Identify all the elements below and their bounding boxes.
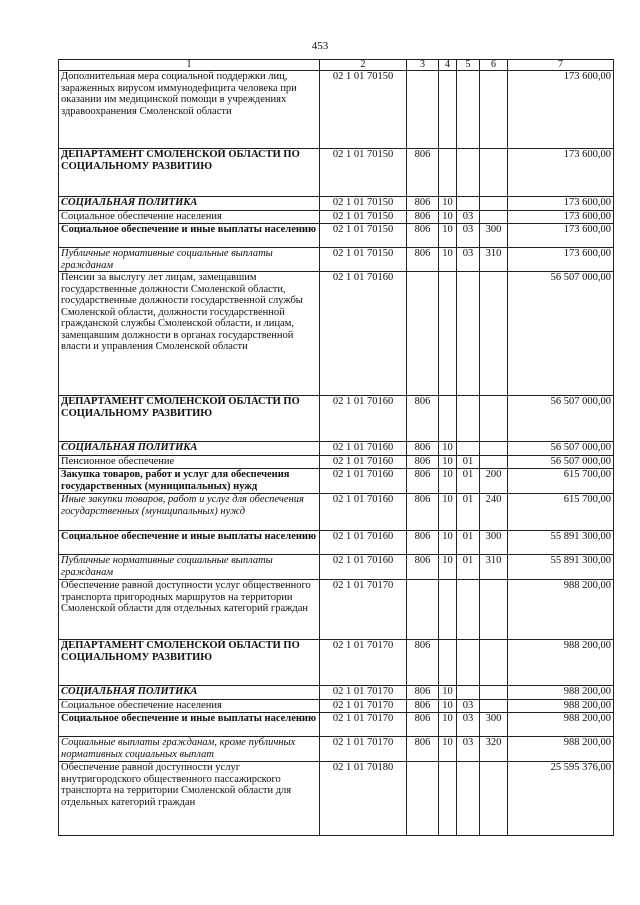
cell-target-code: 02 1 01 70150 bbox=[320, 197, 407, 211]
cell-target-code: 02 1 01 70160 bbox=[320, 272, 407, 396]
cell-grbs: 806 bbox=[407, 469, 439, 494]
cell-target-code: 02 1 01 70170 bbox=[320, 640, 407, 686]
table-row bbox=[59, 211, 614, 224]
cell-target-code: 02 1 01 70170 bbox=[320, 686, 407, 700]
cell-vr bbox=[480, 640, 508, 686]
cell-target-code: 02 1 01 70180 bbox=[320, 762, 407, 836]
cell-grbs: 806 bbox=[407, 248, 439, 272]
cell-rz: 10 bbox=[439, 211, 457, 224]
cell-name: Обеспечение равной доступности услуг общественного транспорта пригородных маршрутов на территории Смоленской области для отдельных категорий граждан bbox=[59, 580, 320, 640]
table-row bbox=[59, 700, 614, 713]
cell-name: Публичные нормативные социальные выплаты гражданам bbox=[59, 248, 320, 272]
cell-name: Социальное обеспечение населения bbox=[59, 700, 320, 713]
cell-vr bbox=[480, 580, 508, 640]
table-row bbox=[59, 531, 614, 555]
cell-target-code: 02 1 01 70160 bbox=[320, 531, 407, 555]
cell-target-code: 02 1 01 70150 bbox=[320, 149, 407, 197]
cell-rz bbox=[439, 762, 457, 836]
cell-target-code: 02 1 01 70170 bbox=[320, 700, 407, 713]
cell-grbs: 806 bbox=[407, 149, 439, 197]
cell-rz bbox=[439, 640, 457, 686]
budget-table bbox=[58, 59, 614, 836]
header-cell-amount: 7 bbox=[508, 60, 614, 71]
cell-grbs: 806 bbox=[407, 197, 439, 211]
table-row bbox=[59, 713, 614, 737]
cell-vr: 310 bbox=[480, 555, 508, 580]
cell-target-code: 02 1 01 70160 bbox=[320, 396, 407, 442]
table-row bbox=[59, 640, 614, 686]
cell-name: Публичные нормативные социальные выплаты гражданам bbox=[59, 555, 320, 580]
cell-pr bbox=[457, 197, 480, 211]
cell-pr: 01 bbox=[457, 494, 480, 531]
cell-amount: 988 200,00 bbox=[508, 686, 614, 700]
cell-target-code: 02 1 01 70160 bbox=[320, 494, 407, 531]
cell-grbs: 806 bbox=[407, 737, 439, 762]
cell-grbs: 806 bbox=[407, 396, 439, 442]
cell-vr: 300 bbox=[480, 713, 508, 737]
cell-grbs: 806 bbox=[407, 713, 439, 737]
cell-amount: 25 595 376,00 bbox=[508, 762, 614, 836]
cell-amount: 173 600,00 bbox=[508, 149, 614, 197]
cell-pr: 03 bbox=[457, 700, 480, 713]
cell-target-code: 02 1 01 70150 bbox=[320, 248, 407, 272]
cell-target-code: 02 1 01 70150 bbox=[320, 224, 407, 248]
table-row bbox=[59, 224, 614, 248]
header-cell-rz: 4 bbox=[439, 60, 457, 71]
cell-target-code: 02 1 01 70150 bbox=[320, 71, 407, 149]
cell-target-code: 02 1 01 70170 bbox=[320, 580, 407, 640]
table-row bbox=[59, 686, 614, 700]
cell-amount: 988 200,00 bbox=[508, 713, 614, 737]
cell-vr bbox=[480, 396, 508, 442]
table-row bbox=[59, 71, 614, 149]
cell-amount: 56 507 000,00 bbox=[508, 272, 614, 396]
header-cell-name: 1 bbox=[59, 60, 320, 71]
cell-name: Социальное обеспечение и иные выплаты населению bbox=[59, 531, 320, 555]
header-cell-grbs: 3 bbox=[407, 60, 439, 71]
cell-grbs bbox=[407, 272, 439, 396]
cell-name: СОЦИАЛЬНАЯ ПОЛИТИКА bbox=[59, 686, 320, 700]
header-row bbox=[59, 60, 614, 71]
cell-amount: 173 600,00 bbox=[508, 211, 614, 224]
cell-rz: 10 bbox=[439, 686, 457, 700]
table-row bbox=[59, 494, 614, 531]
table-row bbox=[59, 762, 614, 836]
cell-name: Социальные выплаты гражданам, кроме публичных нормативных социальных выплат bbox=[59, 737, 320, 762]
cell-amount: 615 700,00 bbox=[508, 494, 614, 531]
cell-pr: 03 bbox=[457, 248, 480, 272]
cell-amount: 615 700,00 bbox=[508, 469, 614, 494]
cell-rz bbox=[439, 149, 457, 197]
cell-vr: 240 bbox=[480, 494, 508, 531]
cell-rz: 10 bbox=[439, 700, 457, 713]
cell-name: Закупка товаров, работ и услуг для обеспечения государственных (муниципальных) нужд bbox=[59, 469, 320, 494]
cell-grbs: 806 bbox=[407, 224, 439, 248]
cell-name: СОЦИАЛЬНАЯ ПОЛИТИКА bbox=[59, 197, 320, 211]
cell-pr bbox=[457, 149, 480, 197]
cell-grbs bbox=[407, 580, 439, 640]
cell-grbs: 806 bbox=[407, 686, 439, 700]
cell-pr bbox=[457, 686, 480, 700]
cell-vr: 200 bbox=[480, 469, 508, 494]
cell-name: Иные закупки товаров, работ и услуг для обеспечения государственных (муниципальных) нужд bbox=[59, 494, 320, 531]
cell-amount: 988 200,00 bbox=[508, 640, 614, 686]
cell-pr bbox=[457, 442, 480, 456]
cell-pr: 01 bbox=[457, 531, 480, 555]
table-row bbox=[59, 272, 614, 396]
cell-rz: 10 bbox=[439, 442, 457, 456]
cell-grbs: 806 bbox=[407, 494, 439, 531]
cell-grbs: 806 bbox=[407, 531, 439, 555]
cell-amount: 173 600,00 bbox=[508, 71, 614, 149]
cell-pr: 01 bbox=[457, 456, 480, 469]
cell-rz: 10 bbox=[439, 531, 457, 555]
cell-rz: 10 bbox=[439, 494, 457, 531]
table-row bbox=[59, 149, 614, 197]
table-row bbox=[59, 442, 614, 456]
cell-vr bbox=[480, 762, 508, 836]
cell-pr bbox=[457, 762, 480, 836]
cell-grbs: 806 bbox=[407, 211, 439, 224]
cell-rz: 10 bbox=[439, 555, 457, 580]
cell-amount: 56 507 000,00 bbox=[508, 442, 614, 456]
cell-target-code: 02 1 01 70170 bbox=[320, 737, 407, 762]
cell-pr bbox=[457, 580, 480, 640]
cell-grbs: 806 bbox=[407, 700, 439, 713]
cell-rz: 10 bbox=[439, 197, 457, 211]
cell-pr: 03 bbox=[457, 224, 480, 248]
cell-rz: 10 bbox=[439, 469, 457, 494]
cell-target-code: 02 1 01 70170 bbox=[320, 713, 407, 737]
cell-target-code: 02 1 01 70160 bbox=[320, 555, 407, 580]
cell-pr bbox=[457, 396, 480, 442]
header-cell-pr: 5 bbox=[457, 60, 480, 71]
cell-pr bbox=[457, 272, 480, 396]
header-cell-code: 2 bbox=[320, 60, 407, 71]
cell-name: Социальное обеспечение и иные выплаты населению bbox=[59, 224, 320, 248]
table-row bbox=[59, 469, 614, 494]
cell-vr bbox=[480, 272, 508, 396]
cell-target-code: 02 1 01 70150 bbox=[320, 211, 407, 224]
cell-amount: 173 600,00 bbox=[508, 197, 614, 211]
cell-vr: 310 bbox=[480, 248, 508, 272]
cell-grbs bbox=[407, 762, 439, 836]
cell-vr bbox=[480, 71, 508, 149]
cell-amount: 56 507 000,00 bbox=[508, 456, 614, 469]
cell-pr: 03 bbox=[457, 211, 480, 224]
cell-pr: 03 bbox=[457, 737, 480, 762]
cell-rz bbox=[439, 272, 457, 396]
cell-vr: 300 bbox=[480, 224, 508, 248]
cell-pr: 03 bbox=[457, 713, 480, 737]
cell-name: Обеспечение равной доступности услуг внутригородского общественного пассажирского транспорта на территории Смоленской области для отдельных категорий граждан bbox=[59, 762, 320, 836]
cell-rz: 10 bbox=[439, 224, 457, 248]
cell-pr bbox=[457, 71, 480, 149]
cell-name: СОЦИАЛЬНАЯ ПОЛИТИКА bbox=[59, 442, 320, 456]
cell-target-code: 02 1 01 70160 bbox=[320, 456, 407, 469]
cell-name: Социальное обеспечение населения bbox=[59, 211, 320, 224]
cell-grbs: 806 bbox=[407, 555, 439, 580]
cell-name: Пенсионное обеспечение bbox=[59, 456, 320, 469]
table-row bbox=[59, 456, 614, 469]
header-cell-vr: 6 bbox=[480, 60, 508, 71]
cell-name: ДЕПАРТАМЕНТ СМОЛЕНСКОЙ ОБЛАСТИ ПО СОЦИАЛЬНОМУ РАЗВИТИЮ bbox=[59, 640, 320, 686]
cell-amount: 56 507 000,00 bbox=[508, 396, 614, 442]
cell-vr bbox=[480, 211, 508, 224]
cell-amount: 173 600,00 bbox=[508, 248, 614, 272]
cell-grbs: 806 bbox=[407, 442, 439, 456]
table-row bbox=[59, 248, 614, 272]
cell-amount: 988 200,00 bbox=[508, 580, 614, 640]
cell-rz: 10 bbox=[439, 737, 457, 762]
cell-name: Дополнительная мера социальной поддержки лиц, зараженных вирусом иммунодефицита человека при оказании им медицинской помощи в учреждениях здравоохранения Смоленской области bbox=[59, 71, 320, 149]
cell-vr: 300 bbox=[480, 531, 508, 555]
table-row bbox=[59, 197, 614, 211]
cell-vr bbox=[480, 686, 508, 700]
cell-vr bbox=[480, 197, 508, 211]
cell-pr: 01 bbox=[457, 555, 480, 580]
cell-rz: 10 bbox=[439, 248, 457, 272]
cell-name: ДЕПАРТАМЕНТ СМОЛЕНСКОЙ ОБЛАСТИ ПО СОЦИАЛЬНОМУ РАЗВИТИЮ bbox=[59, 149, 320, 197]
cell-name: ДЕПАРТАМЕНТ СМОЛЕНСКОЙ ОБЛАСТИ ПО СОЦИАЛЬНОМУ РАЗВИТИЮ bbox=[59, 396, 320, 442]
cell-name: Пенсии за выслугу лет лицам, замещавшим государственные должности Смоленской области, государственные должности государственной службы Смоленской области, должности государственной гражданской службы Смоленской области, и лицам, замещавшим должности в органах государственной власти и управления Смоленской области bbox=[59, 272, 320, 396]
cell-vr bbox=[480, 442, 508, 456]
cell-grbs: 806 bbox=[407, 640, 439, 686]
table-row bbox=[59, 737, 614, 762]
cell-target-code: 02 1 01 70160 bbox=[320, 469, 407, 494]
cell-pr: 01 bbox=[457, 469, 480, 494]
cell-rz bbox=[439, 71, 457, 149]
cell-vr: 320 bbox=[480, 737, 508, 762]
cell-vr bbox=[480, 456, 508, 469]
cell-vr bbox=[480, 149, 508, 197]
cell-rz bbox=[439, 580, 457, 640]
cell-vr bbox=[480, 700, 508, 713]
cell-amount: 988 200,00 bbox=[508, 700, 614, 713]
cell-pr bbox=[457, 640, 480, 686]
table-row bbox=[59, 396, 614, 442]
cell-amount: 173 600,00 bbox=[508, 224, 614, 248]
cell-amount: 55 891 300,00 bbox=[508, 531, 614, 555]
cell-grbs bbox=[407, 71, 439, 149]
cell-amount: 55 891 300,00 bbox=[508, 555, 614, 580]
cell-target-code: 02 1 01 70160 bbox=[320, 442, 407, 456]
table-row bbox=[59, 580, 614, 640]
cell-grbs: 806 bbox=[407, 456, 439, 469]
cell-name: Социальное обеспечение и иные выплаты населению bbox=[59, 713, 320, 737]
table-row bbox=[59, 555, 614, 580]
cell-rz: 10 bbox=[439, 456, 457, 469]
cell-rz bbox=[439, 396, 457, 442]
page-number: 453 bbox=[311, 40, 329, 52]
cell-amount: 988 200,00 bbox=[508, 737, 614, 762]
cell-rz: 10 bbox=[439, 713, 457, 737]
